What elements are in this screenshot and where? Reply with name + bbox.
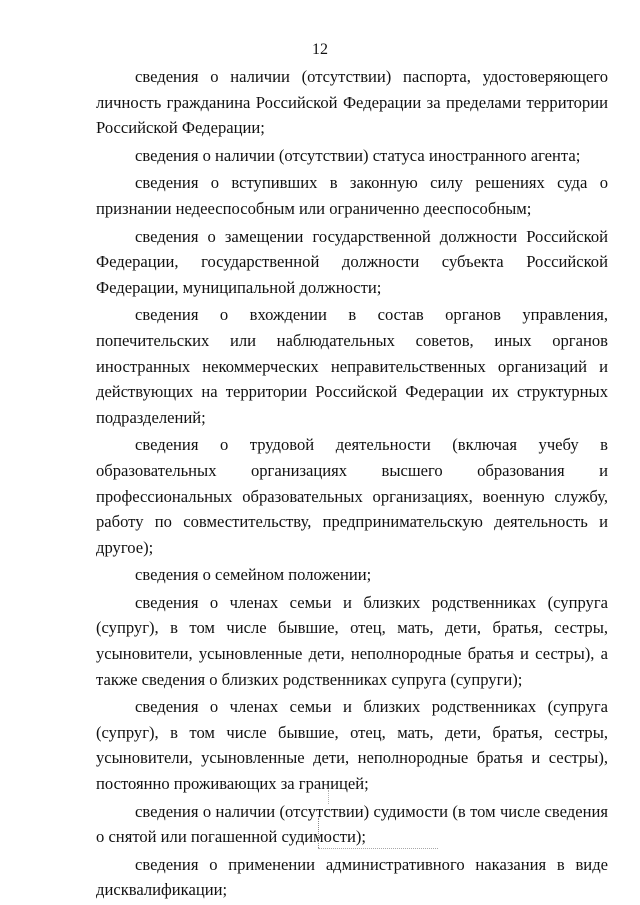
scan-artifact-line xyxy=(318,818,320,848)
page-number: 12 xyxy=(312,41,328,58)
paragraph-foreign-agent: сведения о наличии (отсутствии) статуса иностранного агента; xyxy=(135,145,581,165)
scan-artifact-mark xyxy=(328,790,329,804)
paragraph-family-relatives: сведения о членах семьи и близких родственниках (супруга (супруг), в том числе бывшие, отец, мать, дети, братья, сестры, усыновители, усыновленные дети, неполнородные братья и сестры), а также сведения о близких родственниках супруга (супруги); xyxy=(96,592,608,689)
paragraph-foreign-ngo-bodies: сведения о вхождении в состав органов управления, попечительских или наблюдательных советов, иных органов иностранных некоммерческих неправительственных организаций и действующих на территории Российской Федерации их структурных подразделений; xyxy=(96,305,608,427)
document-body xyxy=(96,64,608,905)
paragraph-court-decisions: сведения о вступивших в законную силу решениях суда о признании недееспособным или ограниченно дееспособным; xyxy=(96,173,608,218)
paragraph-disqualification: сведения о применении административного наказания в виде дисквалификации; xyxy=(96,854,608,900)
paragraph-passport: сведения о наличии (отсутствии) паспорта, удостоверяющего личность гражданина Российской Федерации за пределами территории Российской Федерации; xyxy=(96,67,608,138)
paragraph-labor-activity: сведения о трудовой деятельности (включая учебу в образовательных организациях высшего образования и профессиональных образовательных организациях, военную службу, работу по совместительству, предпринимательскую деятельность и другое); xyxy=(96,435,608,557)
paragraph-state-positions: сведения о замещении государственной должности Российской Федерации, государственной должности субъекта Российской Федерации, муниципальной должности; xyxy=(96,226,608,297)
paragraph-relatives-abroad: сведения о членах семьи и близких родственниках (супруга (супруг), в том числе бывшие, отец, мать, дети, братья, сестры, усыновители, усыновленные дети, неполнородные братья и сестры), постоянно проживающих за границей; xyxy=(96,697,608,794)
paragraph-marital-status: сведения о семейном положении; xyxy=(135,565,372,585)
paragraph-criminal-record: сведения о наличии (отсутствии) судимости (в том числе сведения о снятой или погашенной судимости); xyxy=(96,801,608,847)
scan-artifact-underline xyxy=(318,848,438,849)
